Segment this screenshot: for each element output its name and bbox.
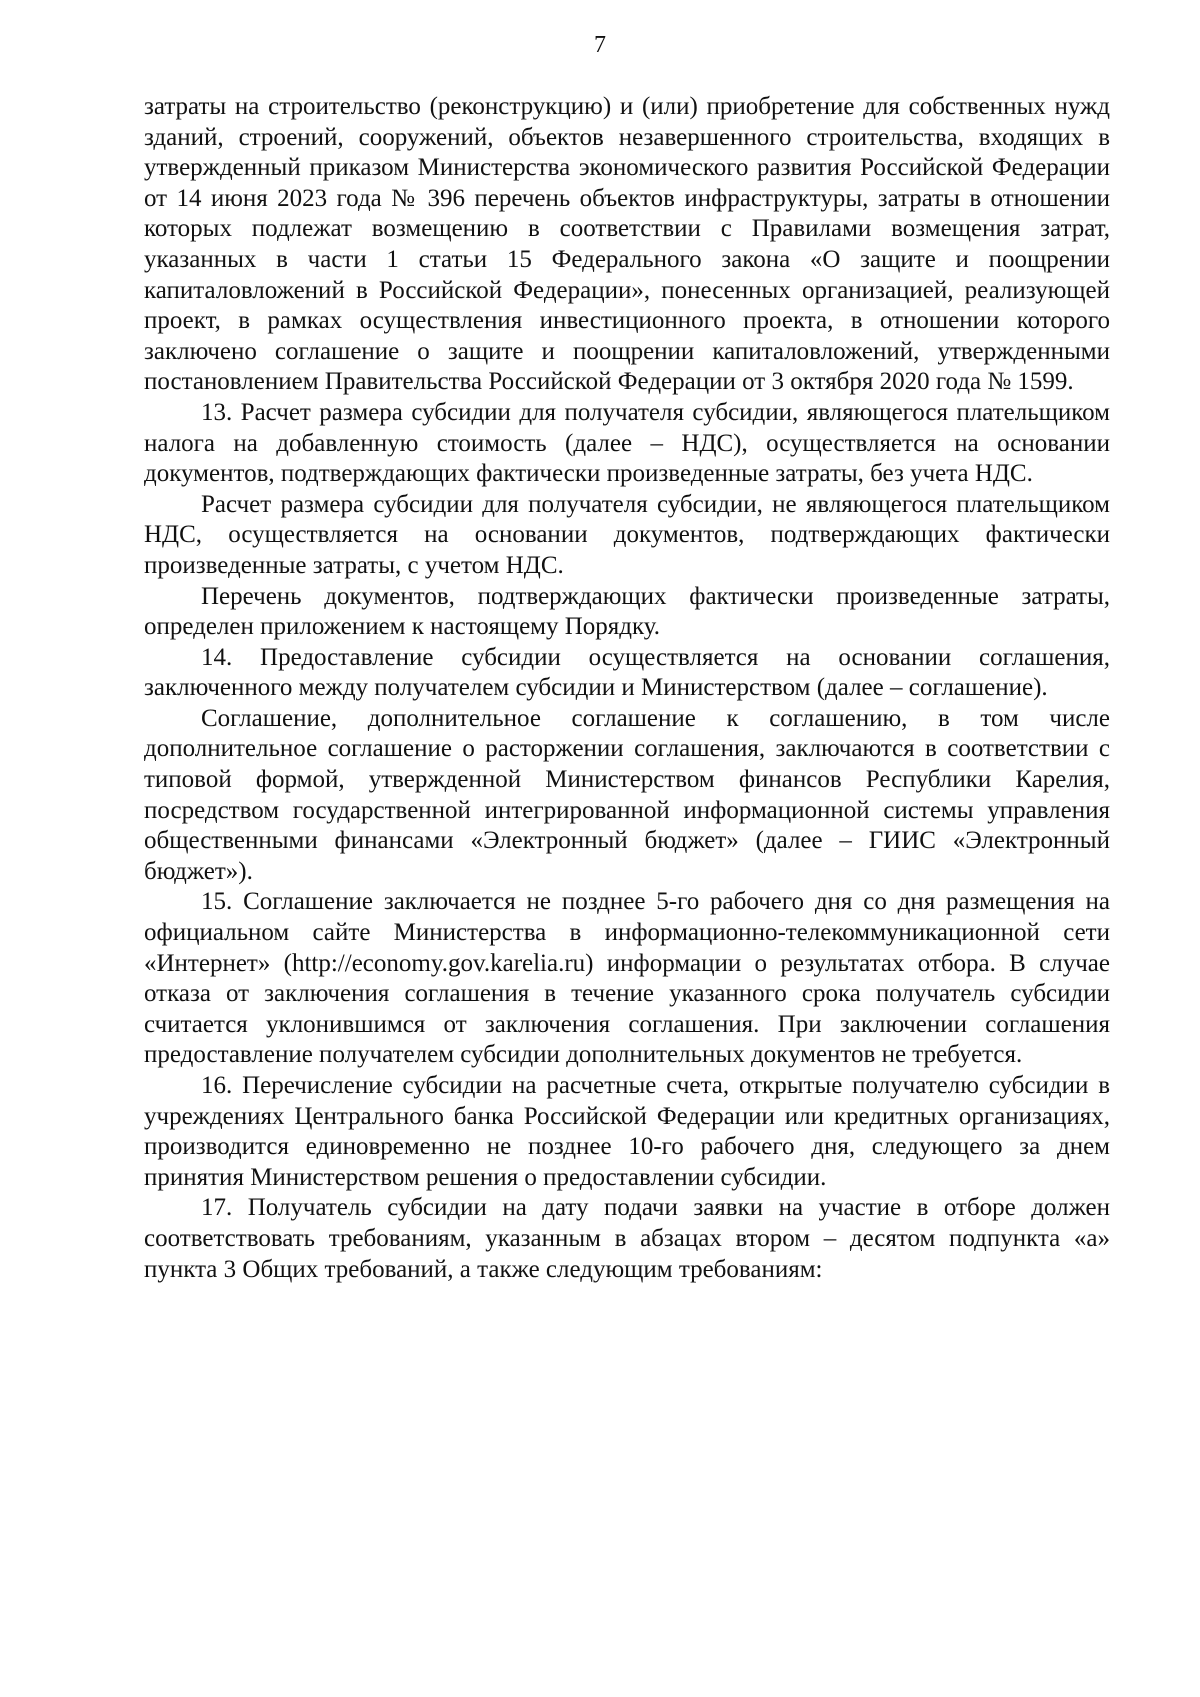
paragraph-continuation: затраты на строительство (реконструкцию) и (или) приобретение для собственных нужд зданий, строений, сооружений, объектов незавершенного строительства, входящих в утвержденный приказом Министерства экономического развития Российской Федерации от 14 июня 2023 года № 396 перечень объектов инфраструктуры, затраты в отношении которых подлежат возмещению в соответствии с Правилами возмещения затрат, указанных в части 1 статьи 15 Федерального закона «О защите и поощрении капиталовложений в Российской Федерации», понесенных организацией, реализующей проект, в рамках осуществления инвестиционного проекта, в отношении которого заключено соглашение о защите и поощрении капиталовложений, утвержденными постановлением Правительства Российской Федерации от 3 октября 2020 года № 1599. [144,93,1110,396]
paragraph-item-13: 13. Расчет размера субсидии для получателя субсидии, являющегося плательщиком налога на добавленную стоимость (далее – НДС), осуществляется на основании документов, подтверждающих фактически произведенные затраты, без учета НДС. [144,398,1110,488]
paragraph-item-17: 17. Получатель субсидии на дату подачи заявки на участие в отборе должен соответствовать требованиям, указанным в абзацах втором – десятом подпункта «а» пункта 3 Общих требований, а также следующим требованиям: [144,1194,1110,1283]
paragraph-item-15: 15. Соглашение заключается не позднее 5-го рабочего дня со дня размещения на официальном сайте Министерства в информационно-телекоммуникационной сети «Интернет» (http://economy.gov.karelia.ru) информации о результатах отбора. В случае отказа от заключения соглашения в течение указанного срока получатель субсидии считается уклонившимся от заключения соглашения. При заключении соглашения предоставление получателем субсидии дополнительных документов не требуется. [144,888,1110,1069]
paragraph-item-13-documents: Перечень документов, подтверждающих фактически произведенные затраты, определен приложением к настоящему Порядку. [144,582,1110,641]
page-number: 7 [594,32,606,58]
paragraph-item-14: 14. Предоставление субсидии осуществляется на основании соглашения, заключенного между получателем субсидии и Министерством (далее – соглашение). [144,643,1110,702]
paragraph-item-14-agreement: Соглашение, дополнительное соглашение к соглашению, в том числе дополнительное соглашение о расторжении соглашения, заключаются в соответствии с типовой формой, утвержденной Министерством финансов Республики Карелия, посредством государственной интегрированной информационной системы управления общественными финансами «Электронный бюджет» (далее – ГИИС «Электронный бюджет»). [144,704,1110,885]
paragraph-item-16: 16. Перечисление субсидии на расчетные счета, открытые получателю субсидии в учреждениях Центрального банка Российской Федерации или кредитных организациях, производится единовременно не позднее 10-го рабочего дня, следующего за днем принятия Министерством решения о предоставлении субсидии. [144,1072,1110,1191]
paragraph-item-13-non-vat: Расчет размера субсидии для получателя субсидии, не являющегося плательщиком НДС, осуществляется на основании документов, подтверждающих фактически произведенные затраты, с учетом НДС. [144,490,1110,579]
document-body [144,92,1110,1285]
